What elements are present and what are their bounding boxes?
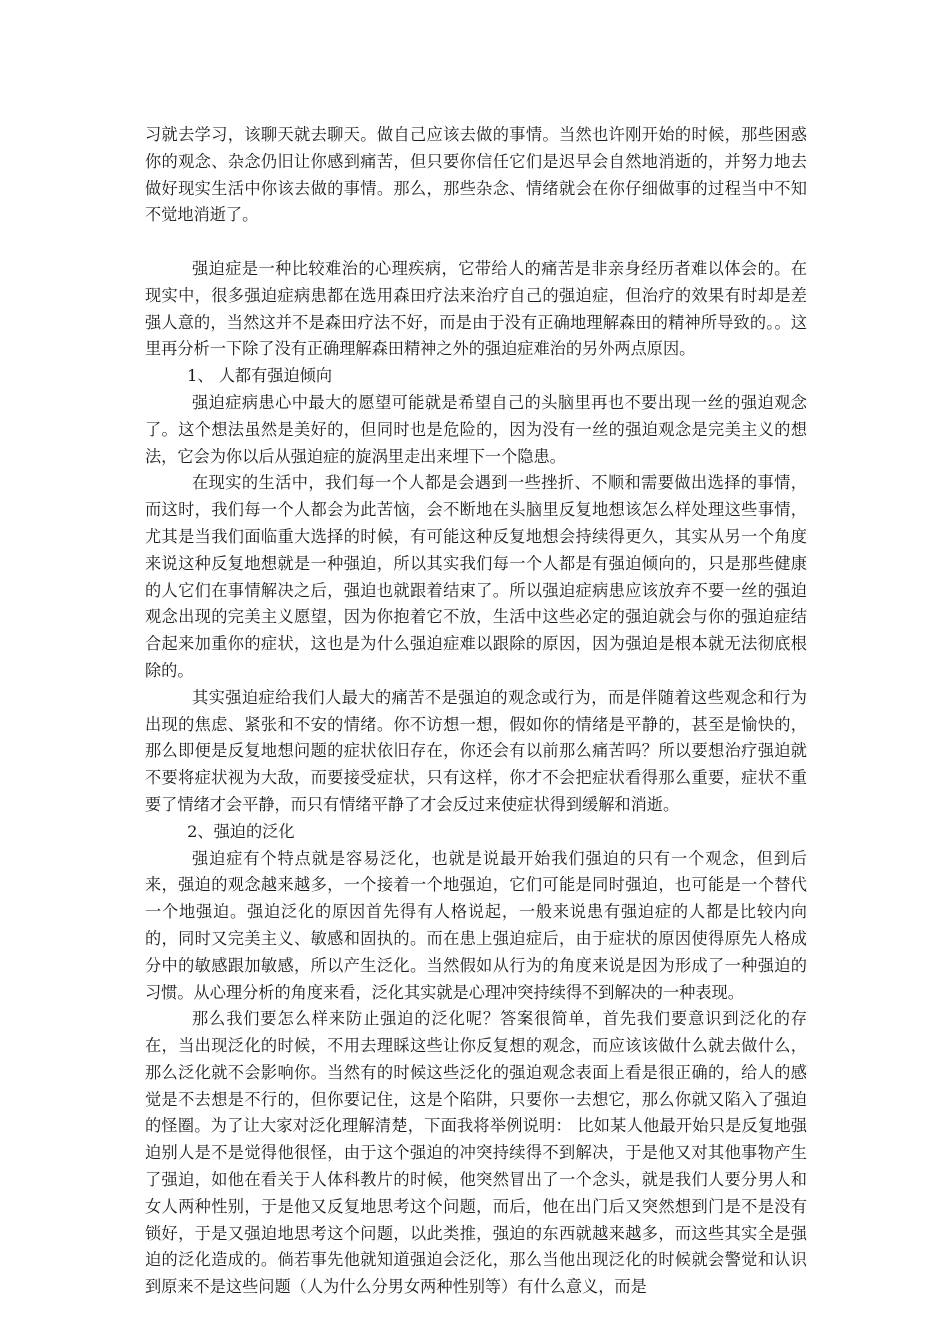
paragraph: 强迫症病患心中最大的愿望可能就是希望自己的头脑里再也不要出现一丝的强迫观念了。这个想法虽然是美好的，但同时也是危险的，因为没有一丝的强迫观念是完美主义的想法，它会为你以后从强迫症的旋涡里走出来埋下一个隐患。 (145, 392, 807, 466)
paragraph-spacer (145, 229, 807, 256)
paragraph: 那么我们要怎么样来防止强迫的泛化呢？答案很简单，首先我们要意识到泛化的存在，当出现泛化的时候，不用去理睬这些让你反复想的观念，而应该该做什么就去做什么，那么泛化就不会影响你。当然有的时候这些泛化的强迫观念表面上看是很正确的，给人的感觉是不去想是不行的，但你要记住，这是个陷阱，只要你一去想它，那么你就又陷入了强迫的怪圈。为了让大家对泛化理解清楚，下面我将举例说明： 比如某人他最开始只是反复地强迫别人是不是觉得他很怪，由于这个强迫的冲突持续得不到解决，于是他又对其他事物产生了强迫，如他在看关于人体科教片的时候，他突然冒出了一个念头，就是我们人要分男人和女人两种性别，于是他又反复地思考这个问题，而后，他在出门后又突然想到门是不是没有锁好，于是又强迫地思考这个问题，以此类推，强迫的东西就越来越多，而这些其实全是强迫的泛化造成的。倘若事先他就知道强迫会泛化，那么当他出现泛化的时候就会警觉和认识到原来不是这些问题（人为什么分男女两种性别等）有什么意义，而是 (145, 1009, 807, 1297)
paragraph-intro: 强迫症是一种比较难治的心理疾病，它带给人的痛苦是非亲身经历者难以体会的。在现实中，很多强迫症病患都在选用森田疗法来治疗自己的强迫症，但治疗的效果有时却是差强人意的，当然这并不是森田疗法不好，而是由于没有正确地理解森田的精神所导致的。。这里再分析一下除了没有正确理解森田精神之外的强迫症难治的另外两点原因。 (145, 258, 807, 359)
section-heading-1: 1、 人都有强迫倾向 (187, 366, 333, 386)
paragraph: 在现实的生活中，我们每一个人都是会遇到一些挫折、不顺和需要做出选择的事情，而这时，我们每一个人都会为此苦恼，会不断地在头脑里反复地想该怎么样处理这些事情，尤其是当我们面临重大选择的时候，有可能这种反复地想会持续得更久，其实从另一个角度来说这种反复地想就是一种强迫，所以其实我们每一个人都是有强迫倾向的，只是那些健康的人它们在事情解决之后，强迫也就跟着结束了。所以强迫症病患应该放弃不要一丝的强迫观念出现的完美主义愿望，因为你抱着它不放，生活中这些必定的强迫就会与你的强迫症结合起来加重你的症状，这也是为什么强迫症难以跟除的原因，因为强迫是根本就无法彻底根除的。 (145, 473, 807, 680)
document-body (145, 122, 807, 1301)
paragraph: 其实强迫症给我们人最大的痛苦不是强迫的观念或行为，而是伴随着这些观念和行为出现的焦虑、紧张和不安的情绪。你不访想一想，假如你的情绪是平静的，甚至是愉快的，那么即便是反复地想问题的症状依旧存在，你还会有以前那么痛苦吗？所以要想治疗强迫就不要将症状视为大敌，而要接受症状，只有这样，你才不会把症状看得那么重要，症状不重要了情绪才会平静，而只有情绪平静了才会反过来使症状得到缓解和消逝。 (145, 687, 807, 814)
paragraph: 强迫症有个特点就是容易泛化，也就是说最开始我们强迫的只有一个观念，但到后来，强迫的观念越来越多，一个接着一个地强迫，它们可能是同时强迫，也可能是一个替代一个地强迫。强迫泛化的原因首先得有人格说起，一般来说患有强迫症的人都是比较内向的，同时又完美主义、敏感和固执的。而在患上强迫症后，由于症状的原因使得原先人格成分中的敏感跟加敏感，所以产生泛化。当然假如从行为的角度来说是因为形成了一种强迫的习惯。从心理分析的角度来看，泛化其实就是心理冲突持续得不到解决的一种表现。 (145, 848, 807, 1002)
section-heading-2: 2、强迫的泛化 (187, 821, 295, 841)
paragraph-continued: 习就去学习，该聊天就去聊天。做自己应该去做的事情。当然也许刚开始的时候，那些困惑你的观念、杂念仍旧让你感到痛苦，但只要你信任它们是迟早会自然地消逝的，并努力地去做好现实生活中你该去做的事情。那么，那些杂念、情绪就会在你仔细做事的过程当中不知不觉地消逝了。 (145, 125, 807, 225)
